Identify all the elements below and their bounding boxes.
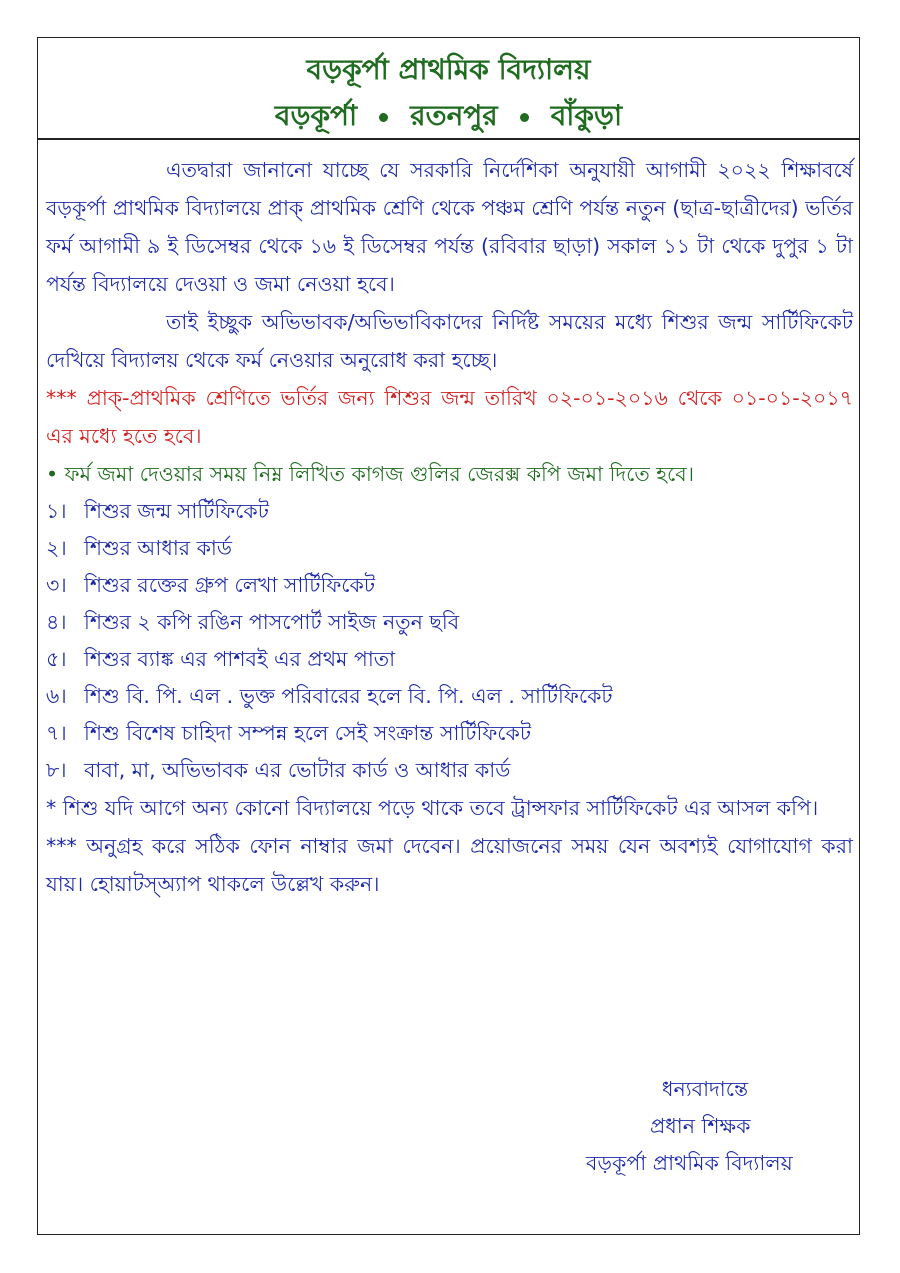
notice-frame bbox=[37, 37, 860, 1235]
list-text: শিশুর ২ কপি রঙিন পাসপোর্ট সাইজ নতুন ছবি bbox=[84, 610, 460, 634]
list-number: ৮। bbox=[46, 758, 67, 782]
notice-body bbox=[46, 151, 853, 903]
list-item bbox=[46, 530, 853, 567]
list-text: শিশু বি. পি. এল . ভুক্ত পরিবারের হলে বি. পি. এল . সার্টিফিকেট bbox=[84, 684, 613, 708]
list-number: ৩। bbox=[46, 573, 67, 597]
list-number: ১। bbox=[46, 499, 67, 523]
signature-designation: প্রধান শিক্ষক bbox=[650, 1114, 751, 1138]
signature-thanks: ধন্যবাদান্তে bbox=[662, 1077, 749, 1101]
address-district: বাঁকুড়া bbox=[550, 99, 623, 132]
documents-list bbox=[46, 493, 853, 789]
school-address bbox=[38, 94, 859, 141]
bullet-dot-icon bbox=[520, 113, 529, 122]
list-number: ৪। bbox=[46, 610, 67, 634]
list-item bbox=[46, 493, 853, 530]
list-item bbox=[46, 567, 853, 604]
list-item bbox=[46, 641, 853, 678]
school-title: বড়কূর্পা প্রাথমিক বিদ্যালয় bbox=[306, 53, 591, 86]
header-divider bbox=[38, 138, 859, 140]
admission-announcement: এতদ্বারা জানানো যাচ্ছে যে সরকারি নির্দেশিকা অনুযায়ী আগামী ২০২২ শিক্ষাবর্ষে বড়কূর্পা প্রাথমিক বিদ্যালয়ে প্রাক্ প্রাথমিক শ্রেণি থেকে পঞ্চম শ্রেণি পর্যন্ত নতুন (ছাত্র-ছাত্রীদের) ভর্তির ফর্ম আগামী ৯ ই ডিসেম্বর থেকে ১৬ ই ডিসেম্বর পর্যন্ত (রবিবার ছাড়া) সকাল ১১ টা থেকে দুপুর ১ টা পর্যন্ত বিদ্যালয়ে দেওয়া ও জমা নেওয়া হবে। bbox=[46, 158, 853, 296]
list-number: ২। bbox=[46, 536, 67, 560]
transfer-certificate-note: * শিশু যদি আগে অন্য কোনো বিদ্যালয়ে পড়ে থাকে তবে ট্রান্সফার সার্টিফিকেট এর আসল কপি। bbox=[46, 796, 819, 820]
birth-date-requirement: *** প্রাক্-প্রাথমিক শ্রেণিতে ভর্তির জন্য শিশুর জন্ম তারিখ ০২-০১-২০১৬ থেকে ০১-০১-২০১৭ এর মধ্যে হতে হবে। bbox=[46, 386, 853, 448]
list-text: শিশুর আধার কার্ড bbox=[84, 536, 232, 560]
guardian-request: তাই ইচ্ছুক অভিভাবক/অভিভাবিকাদের নির্দিষ্ট সময়ের মধ্যে শিশুর জন্ম সার্টিফিকেট দেখিয়ে বিদ্যালয় থেকে ফর্ম নেওয়ার অনুরোধ করা হচ্ছে। bbox=[46, 310, 853, 372]
signature-school: বড়কূর্পা প্রাথমিক বিদ্যালয় bbox=[586, 1151, 793, 1175]
list-item bbox=[46, 678, 853, 715]
list-number: ৭। bbox=[46, 721, 67, 745]
notice-header bbox=[38, 38, 859, 138]
phone-number-note: *** অনুগ্রহ করে সঠিক ফোন নাম্বার জমা দেবেন। প্রয়োজনের সময় যেন অবশ্যই যোগাযোগ করা যায়। হোয়াটস্অ্যাপ থাকলে উল্লেখ করুন। bbox=[46, 834, 853, 896]
address-post: রতনপুর bbox=[410, 99, 498, 132]
documents-intro: • ফর্ম জমা দেওয়ার সময় নিম্ন লিখিত কাগজ গুলির জেরক্স কপি জমা দিতে হবে। bbox=[46, 462, 695, 486]
list-item bbox=[46, 604, 853, 641]
list-item bbox=[46, 715, 853, 752]
list-number: ৬। bbox=[46, 684, 67, 708]
list-text: শিশুর জন্ম সার্টিফিকেট bbox=[84, 499, 269, 523]
list-text: শিশুর ব্যাঙ্ক এর পাশবই এর প্রথম পাতা bbox=[84, 647, 396, 671]
address-village: বড়কূর্পা bbox=[274, 99, 358, 132]
list-item bbox=[46, 752, 853, 789]
list-number: ৫। bbox=[46, 647, 67, 671]
list-text: বাবা, মা, অভিভাবক এর ভোটার কার্ড ও আধার কার্ড bbox=[84, 758, 511, 782]
bullet-dot-icon bbox=[379, 113, 388, 122]
signature-block bbox=[586, 1071, 793, 1182]
list-text: শিশুর রক্তের গ্রুপ লেখা সার্টিফিকেট bbox=[84, 573, 376, 597]
list-text: শিশু বিশেষ চাহিদা সম্পন্ন হলে সেই সংক্রান্ত সার্টিফিকেট bbox=[84, 721, 532, 745]
